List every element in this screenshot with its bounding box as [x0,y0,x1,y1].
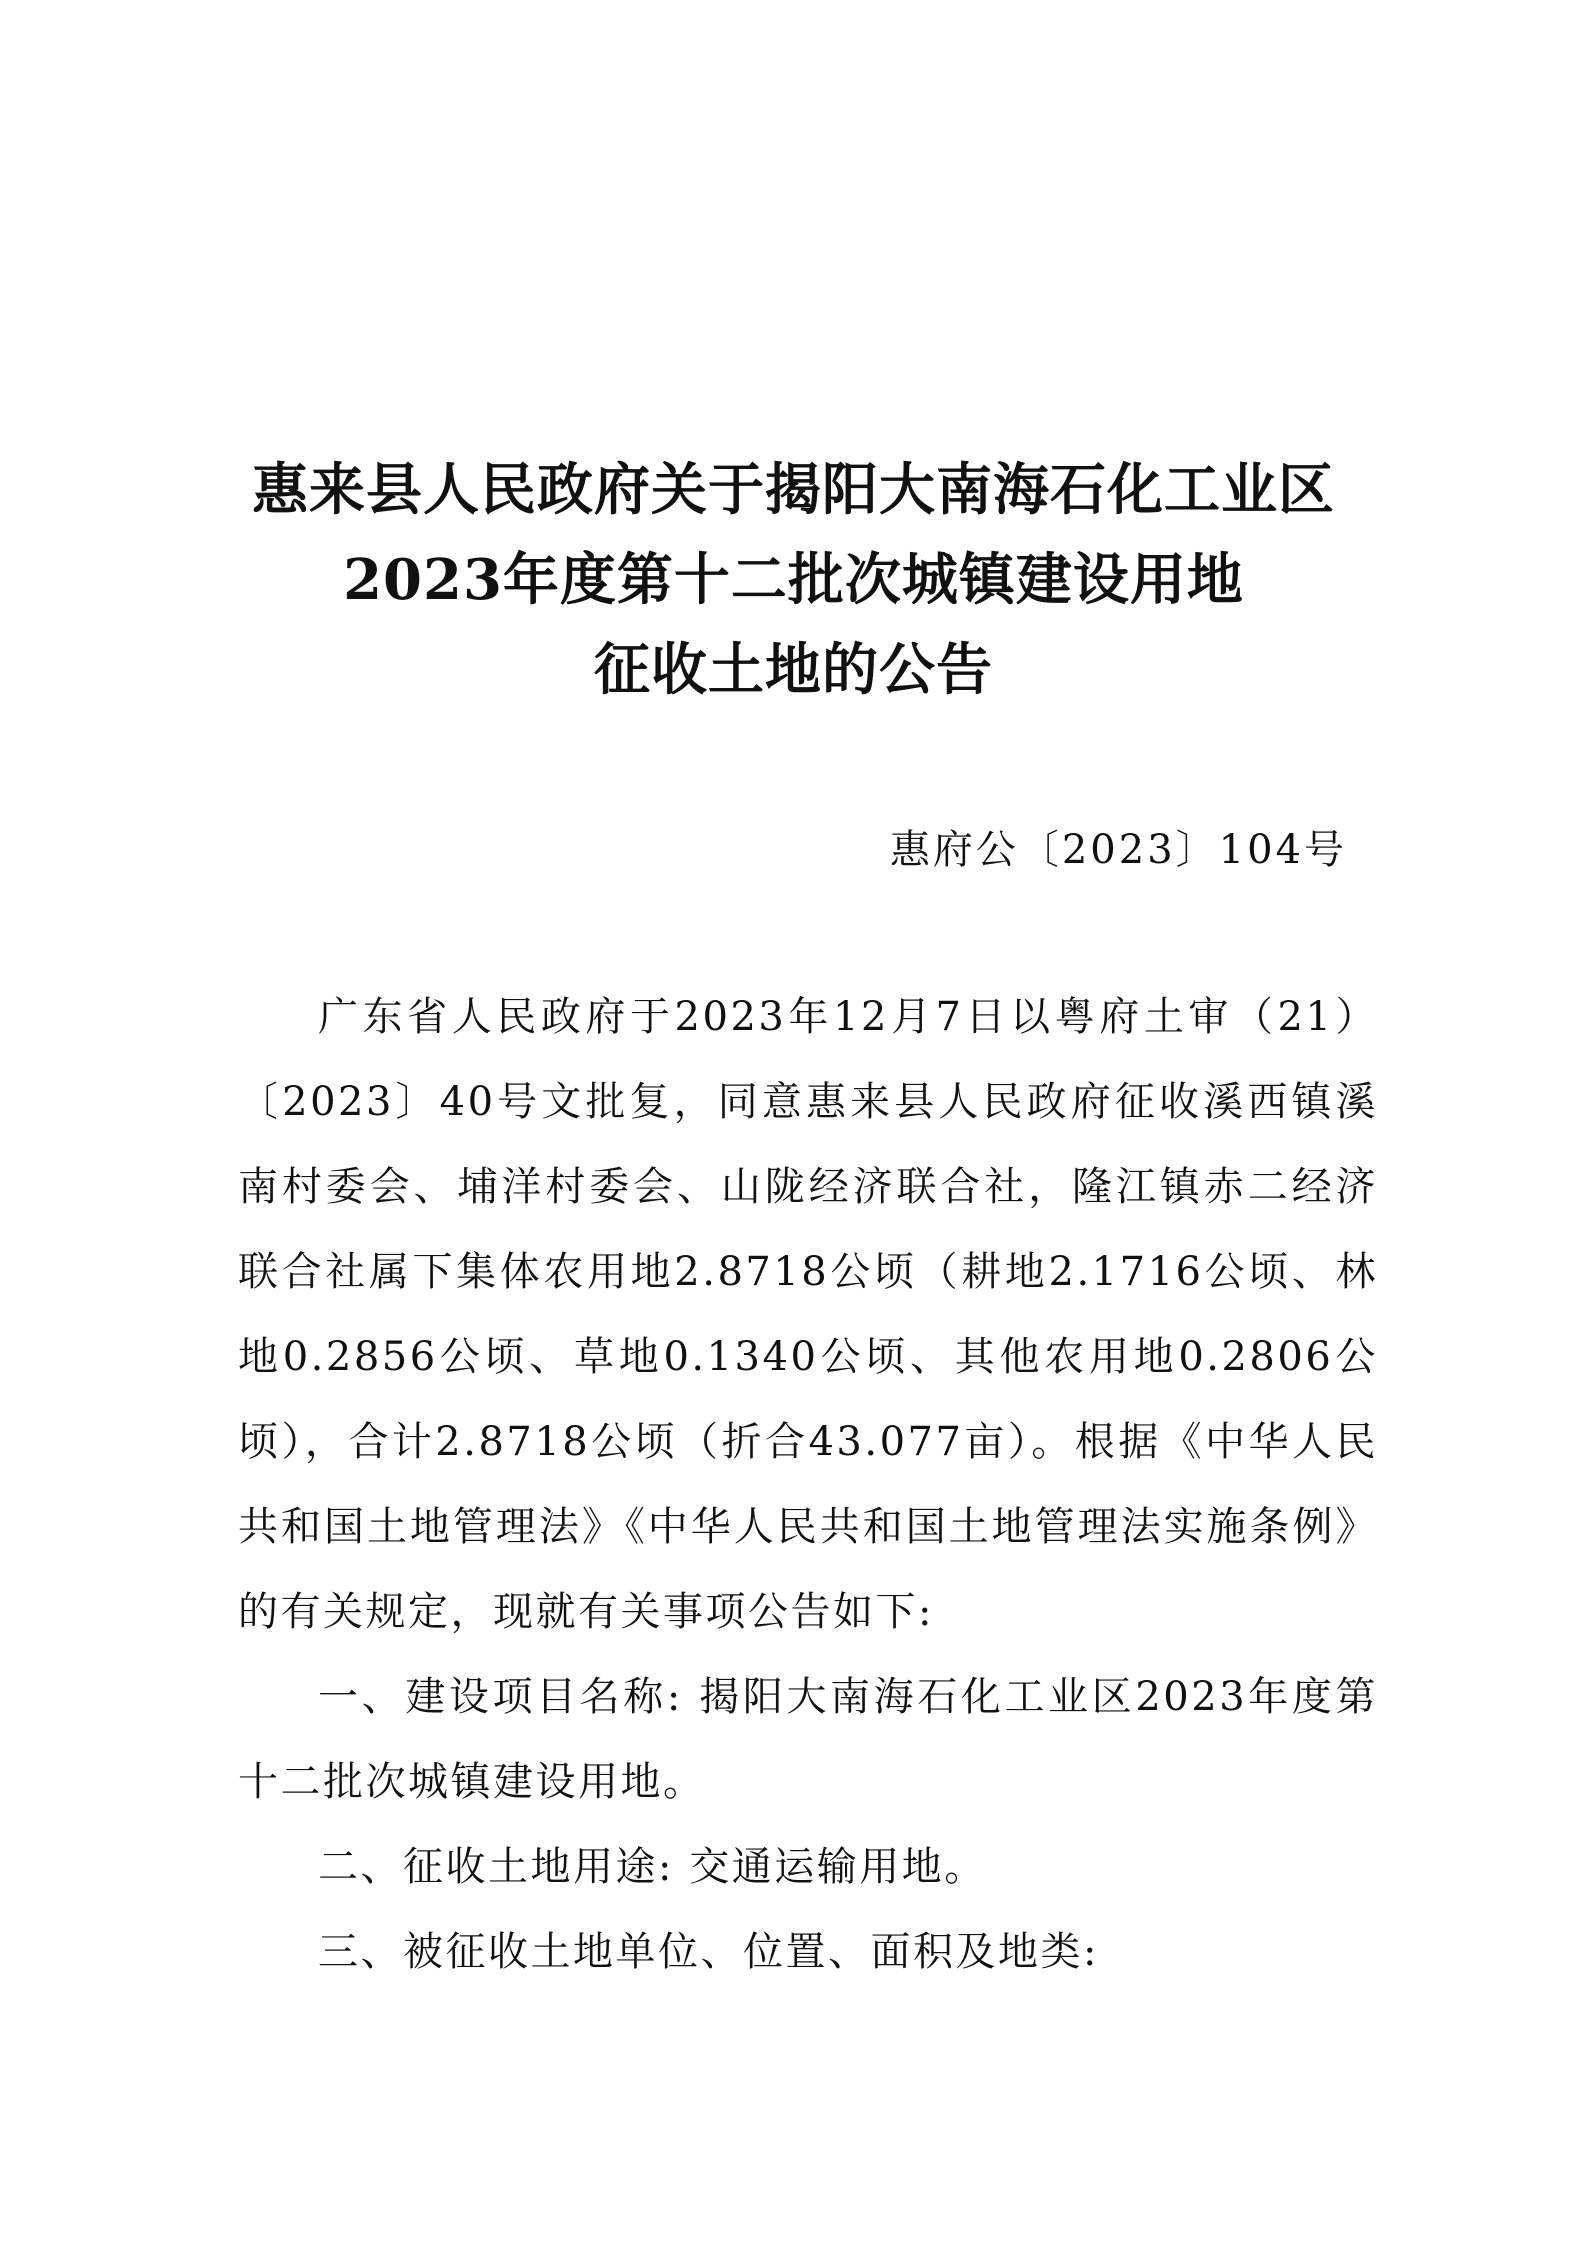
paragraph-land-use: 二、征收土地用途: 交通运输用地。 [318,1844,987,1890]
title-line-1: 惠来县人民政府关于揭阳大南海石化工业区 [252,457,1335,523]
paragraph-project-name: 一、建设项目名称: 揭阳大南海石化工业区2023年度第十二批次城镇建设用地。 [238,1674,1378,1805]
paragraph-intro: 广东省人民政府于2023年12月7日以粤府土审（21）〔2023〕40号文批复，同意惠来县人民政府征收溪西镇溪南村委会、埔洋村委会、山陇经济联合社，隆江镇赤二经济联合社属下集体农用地2.8718公顷（耕地2.1716公顷、林地0.2856公顷、草地0.1340公顷、其他农用地0.2806公顷），合计2.8718公顷（折合43.077亩）。根据《中华人民共和国土地管理法》《中华人民共和国土地管理法实施条例》的有关规定，现就有关事项公告如下: [238,994,1378,1635]
document-body [238,975,1378,1995]
title-line-2: 2023年度第十二批次城镇建设用地 [343,547,1244,613]
document-title [0,445,1587,715]
title-line-3: 征收土地的公告 [594,637,993,703]
paragraph-land-details: 三、被征收土地单位、位置、面积及地类: [318,1929,1099,1975]
document-number: 惠府公〔2023〕104号 [889,827,1347,873]
